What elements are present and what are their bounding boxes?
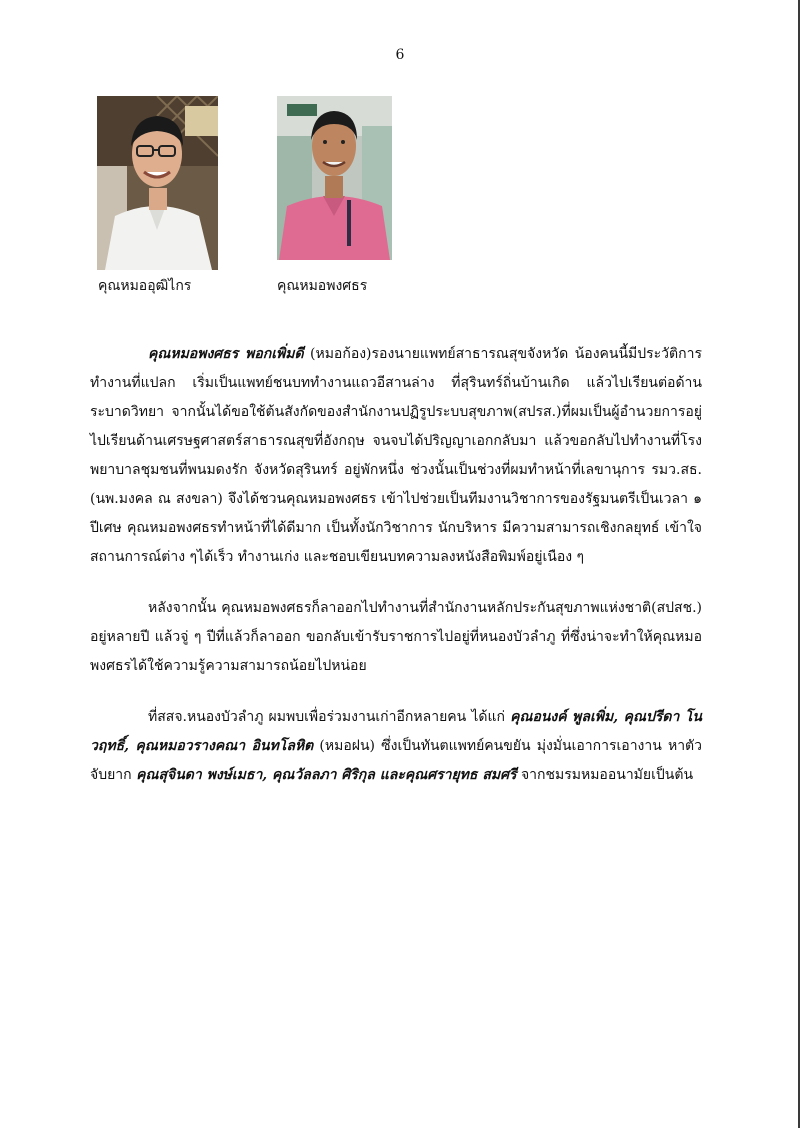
paragraph-text: ที่สสจ.หนองบัวลำภู ผมพบเพื่อร่วมงานเก่าอีกหลายคน ได้แก่ (148, 709, 511, 725)
photo-caption: คุณหมออุฒิไกร (98, 278, 192, 294)
paragraph (90, 594, 702, 681)
photo-uthikrai (97, 96, 218, 270)
paragraph-text: จากชมรมหมออนามัยเป็นต้น (516, 767, 694, 783)
paragraph (90, 703, 702, 790)
photo-pongsathorn (277, 96, 392, 260)
paragraph-text: หลังจากนั้น คุณหมอพงศธรก็ลาออกไปทำงานที่สำนักงานหลักประกันสุขภาพแห่งชาติ(สปสช.) อยู่หลายปี แล้วจู่ ๆ ปีที่แล้วก็ลาออก ขอกลับเข้ารับราชการไปอยู่ที่หนองบัวลำภู ที่ซึ่งน่าจะทำให้คุณหมอพงศธรได้ใช้ความรู้ความสามารถน้อยไปหน่อย (90, 600, 702, 674)
page-number: 6 (395, 47, 405, 63)
person-name: คุณสุจินดา พงษ์เมธา, คุณวัลลภา ศิริกุล และคุณศรายุทธ สมศรี (136, 767, 517, 783)
paragraph (90, 340, 702, 572)
photo-caption: คุณหมอพงศธร (277, 278, 368, 294)
paragraph-text: (หมอก้อง)รองนายแพทย์สาธารณสุขจังหวัด น้องคนนี้มีประวัติการทำงานที่แปลก เริ่มเป็นแพทย์ชนบททำงานแถวอีสานล่าง ที่สุรินทร์ถิ่นบ้านเกิด แล้วไปเรียนต่อด้านระบาดวิทยา จากนั้นได้ขอใช้ต้นสังกัดของสำนักงานปฏิรูประบบสุขภาพ(สปรส.)ที่ผมเป็นผู้อำนวยการอยู่ ไปเรียนด้านเศรษฐศาสตร์สาธารณสุขที่อังกฤษ จนจบได้ปริญญาเอกกลับมา แล้วขอกลับไปทำงานที่โรงพยาบาลชุมชนที่พนมดงรัก จังหวัดสุรินทร์ อยู่พักหนึ่ง ช่วงนั้นเป็นช่วงที่ผมทำหน้าที่เลขานุการ รมว.สธ.(นพ.มงคล ณ สงขลา) จึงได้ชวนคุณหมอพงศธร เข้าไปช่วยเป็นทีมงานวิชาการของรัฐมนตรีเป็นเวลา ๑ ปีเศษ คุณหมอพงศธรทำหน้าที่ได้ดีมาก เป็นทั้งนักวิชาการ นักบริหาร มีความสามารถเชิงกลยุทธ์ เข้าใจสถานการณ์ต่าง ๆได้เร็ว ทำงานเก่ง และชอบเขียนบทความลงหนังสือพิมพ์อยู่เนือง ๆ (90, 346, 702, 565)
person-name: คุณอนงค์ พูลเพิ่ม, คุณปรีดา โนวฤทธิ์, คุณหมอวรางคณา อินทโลหิต (90, 709, 702, 754)
person-name: คุณหมอพงศธร พอกเพิ่มดี (148, 346, 304, 362)
paragraph-text: (หมอฝน) ซึ่งเป็นทันตแพทย์คนขยัน มุ่งมั่นเอาการเอางาน หาตัวจับยาก (90, 738, 703, 783)
